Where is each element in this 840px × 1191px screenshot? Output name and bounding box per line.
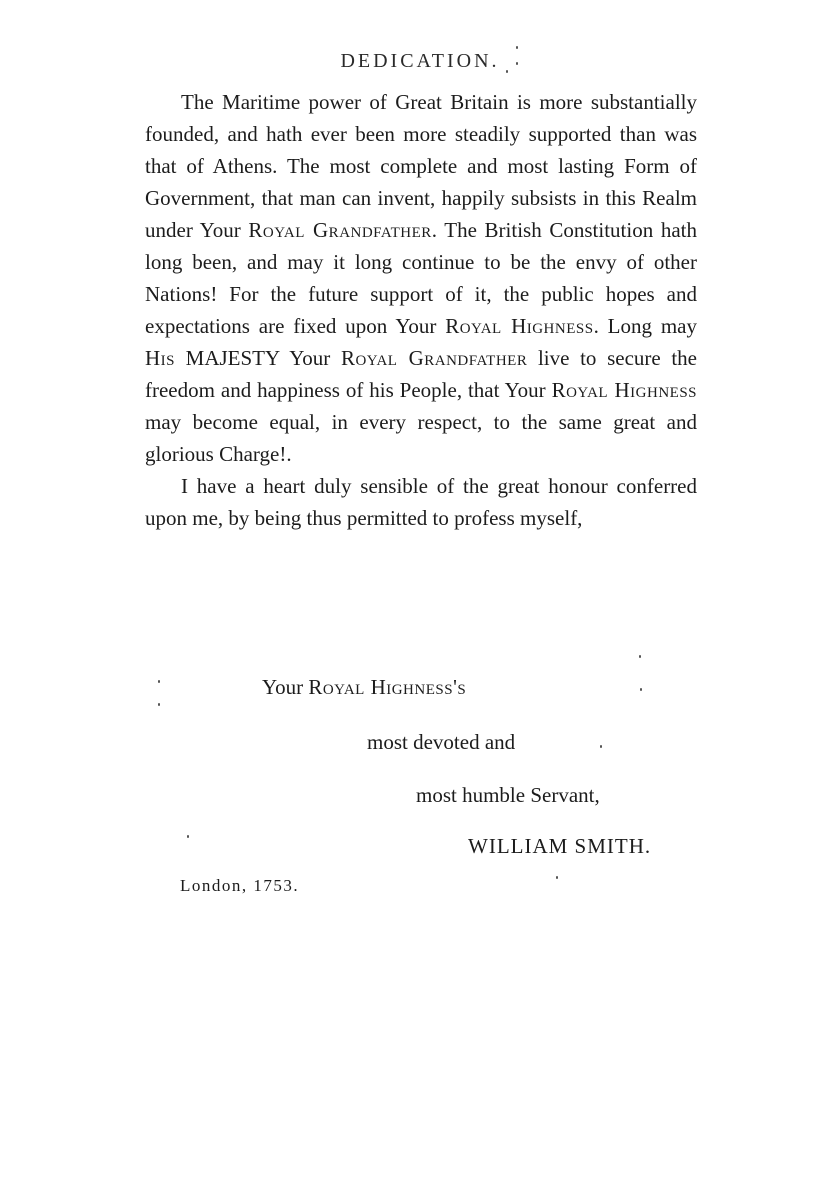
print-speck <box>187 835 189 838</box>
para1-text-1: The Maritime power of Great Britain is more substantially founded, and hath ever been more steadily supported than was that of Athens. The most complete and most lasting Form of Government, that man can invent, happily subsists in this Realm under Your <box>145 90 697 242</box>
print-speck <box>506 70 508 73</box>
dedication-body <box>145 86 697 534</box>
print-speck <box>600 745 602 748</box>
closing-line-2: most devoted and <box>367 730 516 754</box>
para1-text-6: may become equal, in every respect, to the same great and glorious Charge!. <box>145 410 697 466</box>
royal-highness-2: Royal Highness <box>551 378 697 402</box>
print-speck <box>158 703 160 706</box>
royal-grandfather-1: Royal Grandfather <box>248 218 432 242</box>
closing-line-3: most humble Servant, <box>416 783 600 807</box>
print-speck <box>640 688 642 691</box>
royal-highness-1: Royal Highness <box>445 314 594 338</box>
closing-your: Your <box>262 675 309 699</box>
print-speck <box>516 62 518 65</box>
paragraph-1 <box>145 86 697 470</box>
print-speck <box>158 680 160 683</box>
para1-text-5: live to secure the freedom and happiness of his People, that Your <box>145 346 697 402</box>
royal-grandfather-2: Royal Grandfather <box>340 346 528 370</box>
closing-royal-highness: Royal Highness's <box>308 675 467 699</box>
place-date: London, 1753. <box>180 876 300 895</box>
page-header: DEDICATION. <box>340 50 500 72</box>
print-speck <box>516 46 518 49</box>
para1-text-4: MAJESTY Your <box>175 346 341 370</box>
para1-text-3: . Long may <box>593 314 697 338</box>
signature: WILLIAM SMITH. <box>468 834 652 858</box>
his-word: His <box>145 346 176 370</box>
print-speck <box>556 876 558 879</box>
para1-text-2: . The British Constitution hath long been, and may it long continue to be the envy of other Nations! For the future support of it, the public hopes and expectations are fixed upon Your <box>145 218 698 338</box>
print-speck <box>639 655 641 658</box>
closing-line-1 <box>262 675 466 700</box>
paragraph-2 <box>145 470 697 534</box>
para2-text: I have a heart duly sensible of the great honour conferred upon me, by being thus permitted to profess myself, <box>145 474 697 530</box>
